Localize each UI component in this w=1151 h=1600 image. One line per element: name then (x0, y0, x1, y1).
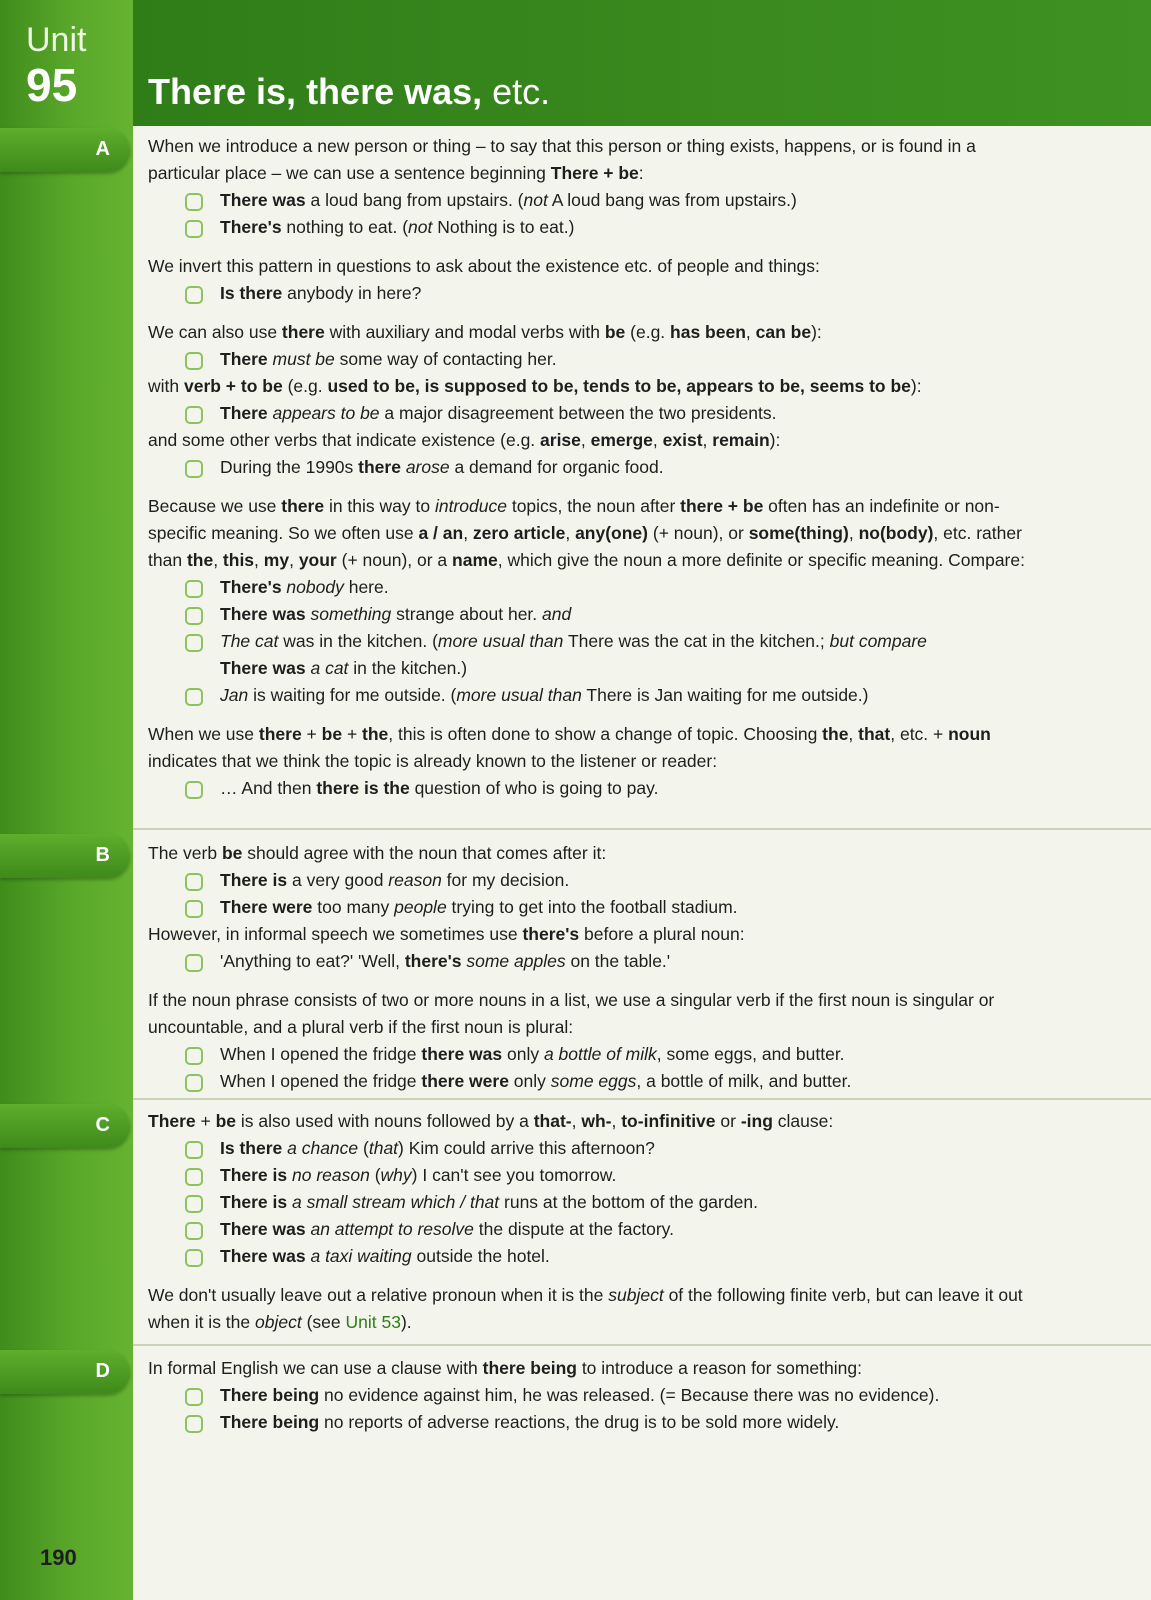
example: During the 1990s there arose a demand for organic food. (148, 454, 1048, 481)
example-bullet-icon (185, 1415, 203, 1433)
example: There was an attempt to resolve the dispute at the factory. (148, 1216, 1048, 1243)
section-a-content (148, 133, 1048, 802)
paragraph: If the noun phrase consists of two or more nouns in a list, we use a singular verb if the first noun is singular or uncountable, and a plural verb if the first noun is plural: (148, 990, 995, 1037)
example: There is a very good reason for my decision. (148, 867, 1048, 894)
example-bullet-icon (185, 1141, 203, 1159)
example-bullet-icon (185, 607, 203, 625)
example: The cat was in the kitchen. (more usual than There was the cat in the kitchen.; but compare There was a cat in the kitchen.) (148, 628, 1048, 682)
paragraph: Because we use there in this way to introduce topics, the noun after there + be often has an indefinite or non-specific meaning. So we often use a / an, zero article, any(one) (+ noun), or some(thing), no(body), etc. rather than the, this, my, your (+ noun), or a name, which give the noun a more definite or specific meaning. Compare: (148, 496, 1025, 570)
example-bullet-icon (185, 873, 203, 891)
title-normal: etc. (482, 71, 551, 112)
example-bullet-icon (185, 580, 203, 598)
example: There must be some way of contacting her. (148, 346, 1048, 373)
unit-label: Unit (26, 21, 87, 59)
paragraph: There + be is also used with nouns followed by a that-, wh-, to-infinitive or -ing clause: (148, 1111, 834, 1131)
example-bullet-icon (185, 406, 203, 424)
example-bullet-icon (185, 1047, 203, 1065)
unit-link[interactable]: Unit 53 (345, 1312, 401, 1332)
example-bullet-icon (185, 1195, 203, 1213)
example: There was a loud bang from upstairs. (not A loud bang was from upstairs.) (148, 187, 1048, 214)
section-tab-b[interactable]: B (0, 834, 130, 878)
example-bullet-icon (185, 1249, 203, 1267)
example: There was something strange about her. and (148, 601, 1048, 628)
section-tab-d[interactable]: D (0, 1350, 130, 1394)
example: Jan is waiting for me outside. (more usual than There is Jan waiting for me outside.) (148, 682, 1048, 709)
title-bold: There is, there was, (148, 71, 483, 112)
paragraph: We invert this pattern in questions to ask about the existence etc. of people and things: (148, 256, 820, 276)
example: There was a taxi waiting outside the hotel. (148, 1243, 1048, 1270)
example: There's nobody here. (148, 574, 1048, 601)
example: Is there anybody in here? (148, 280, 1048, 307)
paragraph: and some other verbs that indicate existence (e.g. arise, emerge, exist, remain): (148, 430, 781, 450)
example-bullet-icon (185, 460, 203, 478)
paragraph: When we introduce a new person or thing – to say that this person or thing exists, happens, or is found in a particular place – we can use a sentence beginning There + be: (148, 136, 976, 183)
example-bullet-icon (185, 220, 203, 238)
example-bullet-icon (185, 634, 203, 652)
section-tab-a[interactable]: A (0, 128, 130, 172)
example-bullet-icon (185, 1168, 203, 1186)
section-divider (133, 1098, 1151, 1100)
section-tab-c[interactable]: C (0, 1104, 130, 1148)
example-bullet-icon (185, 1222, 203, 1240)
example-bullet-icon (185, 781, 203, 799)
example: … And then there is the question of who is going to pay. (148, 775, 1048, 802)
example-bullet-icon (185, 1074, 203, 1092)
section-b-content (148, 840, 1048, 1095)
example-bullet-icon (185, 1388, 203, 1406)
paragraph: However, in informal speech we sometimes use there's before a plural noun: (148, 924, 745, 944)
paragraph: The verb be should agree with the noun that comes after it: (148, 843, 607, 863)
example-bullet-icon (185, 954, 203, 972)
section-c-content (148, 1108, 1048, 1336)
page-number: 190 (40, 1545, 77, 1570)
section-d-content (148, 1355, 1048, 1436)
paragraph: When we use there + be + the, this is often done to show a change of topic. Choosing the, that, etc. + noun indicates that we think the topic is already known to the listener or reader: (148, 724, 991, 771)
example: When I opened the fridge there was only a bottle of milk, some eggs, and butter. (148, 1041, 1048, 1068)
paragraph: We don't usually leave out a relative pronoun when it is the subject of the following finite verb, but can leave it out when it is the object (see Unit 53). (148, 1285, 1023, 1332)
section-divider (133, 1344, 1151, 1346)
section-divider (133, 828, 1151, 830)
example: There's nothing to eat. (not Nothing is to eat.) (148, 214, 1048, 241)
example: There being no evidence against him, he was released. (= Because there was no evidence). (148, 1382, 1048, 1409)
example-bullet-icon (185, 900, 203, 918)
example: There being no reports of adverse reactions, the drug is to be sold more widely. (148, 1409, 1048, 1436)
example: 'Anything to eat?' 'Well, there's some apples on the table.' (148, 948, 1048, 975)
example: There is no reason (why) I can't see you tomorrow. (148, 1162, 1048, 1189)
example: There is a small stream which / that runs at the bottom of the garden. (148, 1189, 1048, 1216)
page-title (148, 70, 550, 114)
paragraph: with verb + to be (e.g. used to be, is supposed to be, tends to be, appears to be, seems to be): (148, 376, 922, 396)
paragraph: In formal English we can use a clause with there being to introduce a reason for something: (148, 1358, 862, 1378)
example-bullet-icon (185, 286, 203, 304)
paragraph: We can also use there with auxiliary and modal verbs with be (e.g. has been, can be): (148, 322, 822, 342)
example-bullet-icon (185, 352, 203, 370)
example: There appears to be a major disagreement between the two presidents. (148, 400, 1048, 427)
example: There were too many people trying to get into the football stadium. (148, 894, 1048, 921)
example-bullet-icon (185, 688, 203, 706)
unit-number: 95 (26, 59, 78, 111)
example-bullet-icon (185, 193, 203, 211)
example: When I opened the fridge there were only some eggs, a bottle of milk, and butter. (148, 1068, 1048, 1095)
example: Is there a chance (that) Kim could arrive this afternoon? (148, 1135, 1048, 1162)
